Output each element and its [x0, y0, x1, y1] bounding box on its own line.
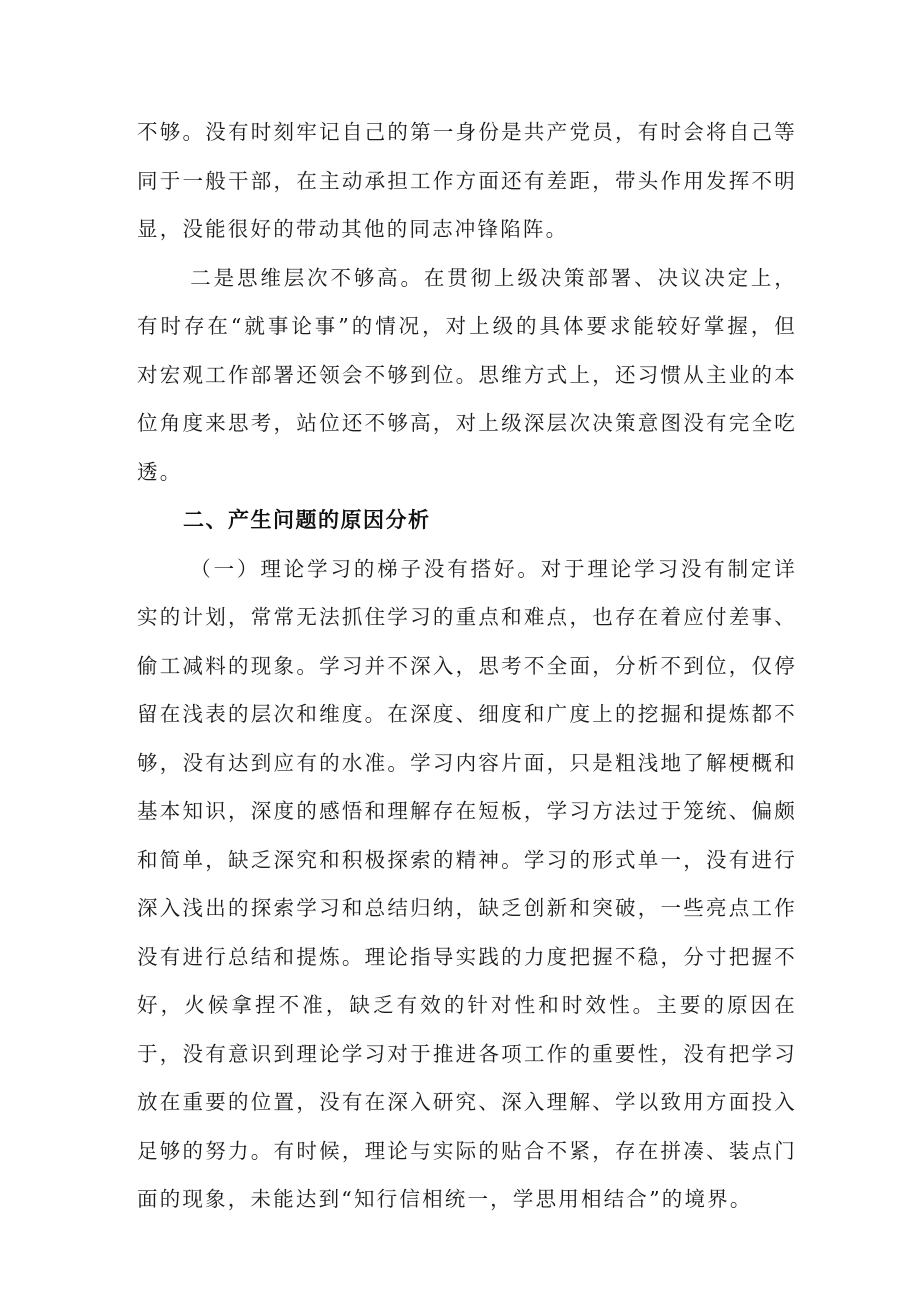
paragraph-theory-study: （一）理论学习的梯子没有搭好。对于理论学习没有制定详实的计划，常常无法抓住学习的重点和难点，也存在着应付差事、偷工减料的现象。学习并不深入，思考不全面，分析不到位，仅停留在浅表的层次和维度。在深度、细度和广度上的挖掘和提炼都不够，没有达到应有的水准。学习内容片面，只是粗浅地了解梗概和基本知识，深度的感悟和理解存在短板，学习方法过于笼统、偏颇和简单，缺乏深究和积极探索的精神。学习的形式单一，没有进行深入浅出的探索学习和总结归纳，缺乏创新和突破，一些亮点工作没有进行总结和提炼。理论指导实践的力度把握不稳，分寸把握不好，火候拿捏不准，缺乏有效的针对性和时效性。主要的原因在于，没有意识到理论学习对于推进各项工作的重要性，没有把学习放在重要的位置，没有在深入研究、深入理解、学以致用方面投入足够的努力。有时候，理论与实际的贴合不紧，存在拼凑、装点门面的现象，未能达到“知行信相统一，学思用相结合”的境界。	[137, 556, 797, 1211]
paragraph-continuation: 不够。没有时刻牢记自己的第一身份是共产党员，有时会将自己等同于一般干部，在主动承担工作方面还有差距，带头作用发挥不明显，没能很好的带动其他的同志冲锋陷阵。	[137, 120, 797, 241]
paragraph-thinking-level: 二是思维层次不够高。在贯彻上级决策部署、决议决定上，有时存在“就事论事”的情况，对上级的具体要求能较好掌握，但对宏观工作部署还领会不够到位。思维方式上，还习惯从主业的本位角度来思考，站位还不够高，对上级深层次决策意图没有完全吃透。	[137, 265, 797, 484]
document-body	[137, 108, 797, 1224]
section-heading-cause-analysis: 二、产生问题的原因分析	[183, 508, 431, 532]
